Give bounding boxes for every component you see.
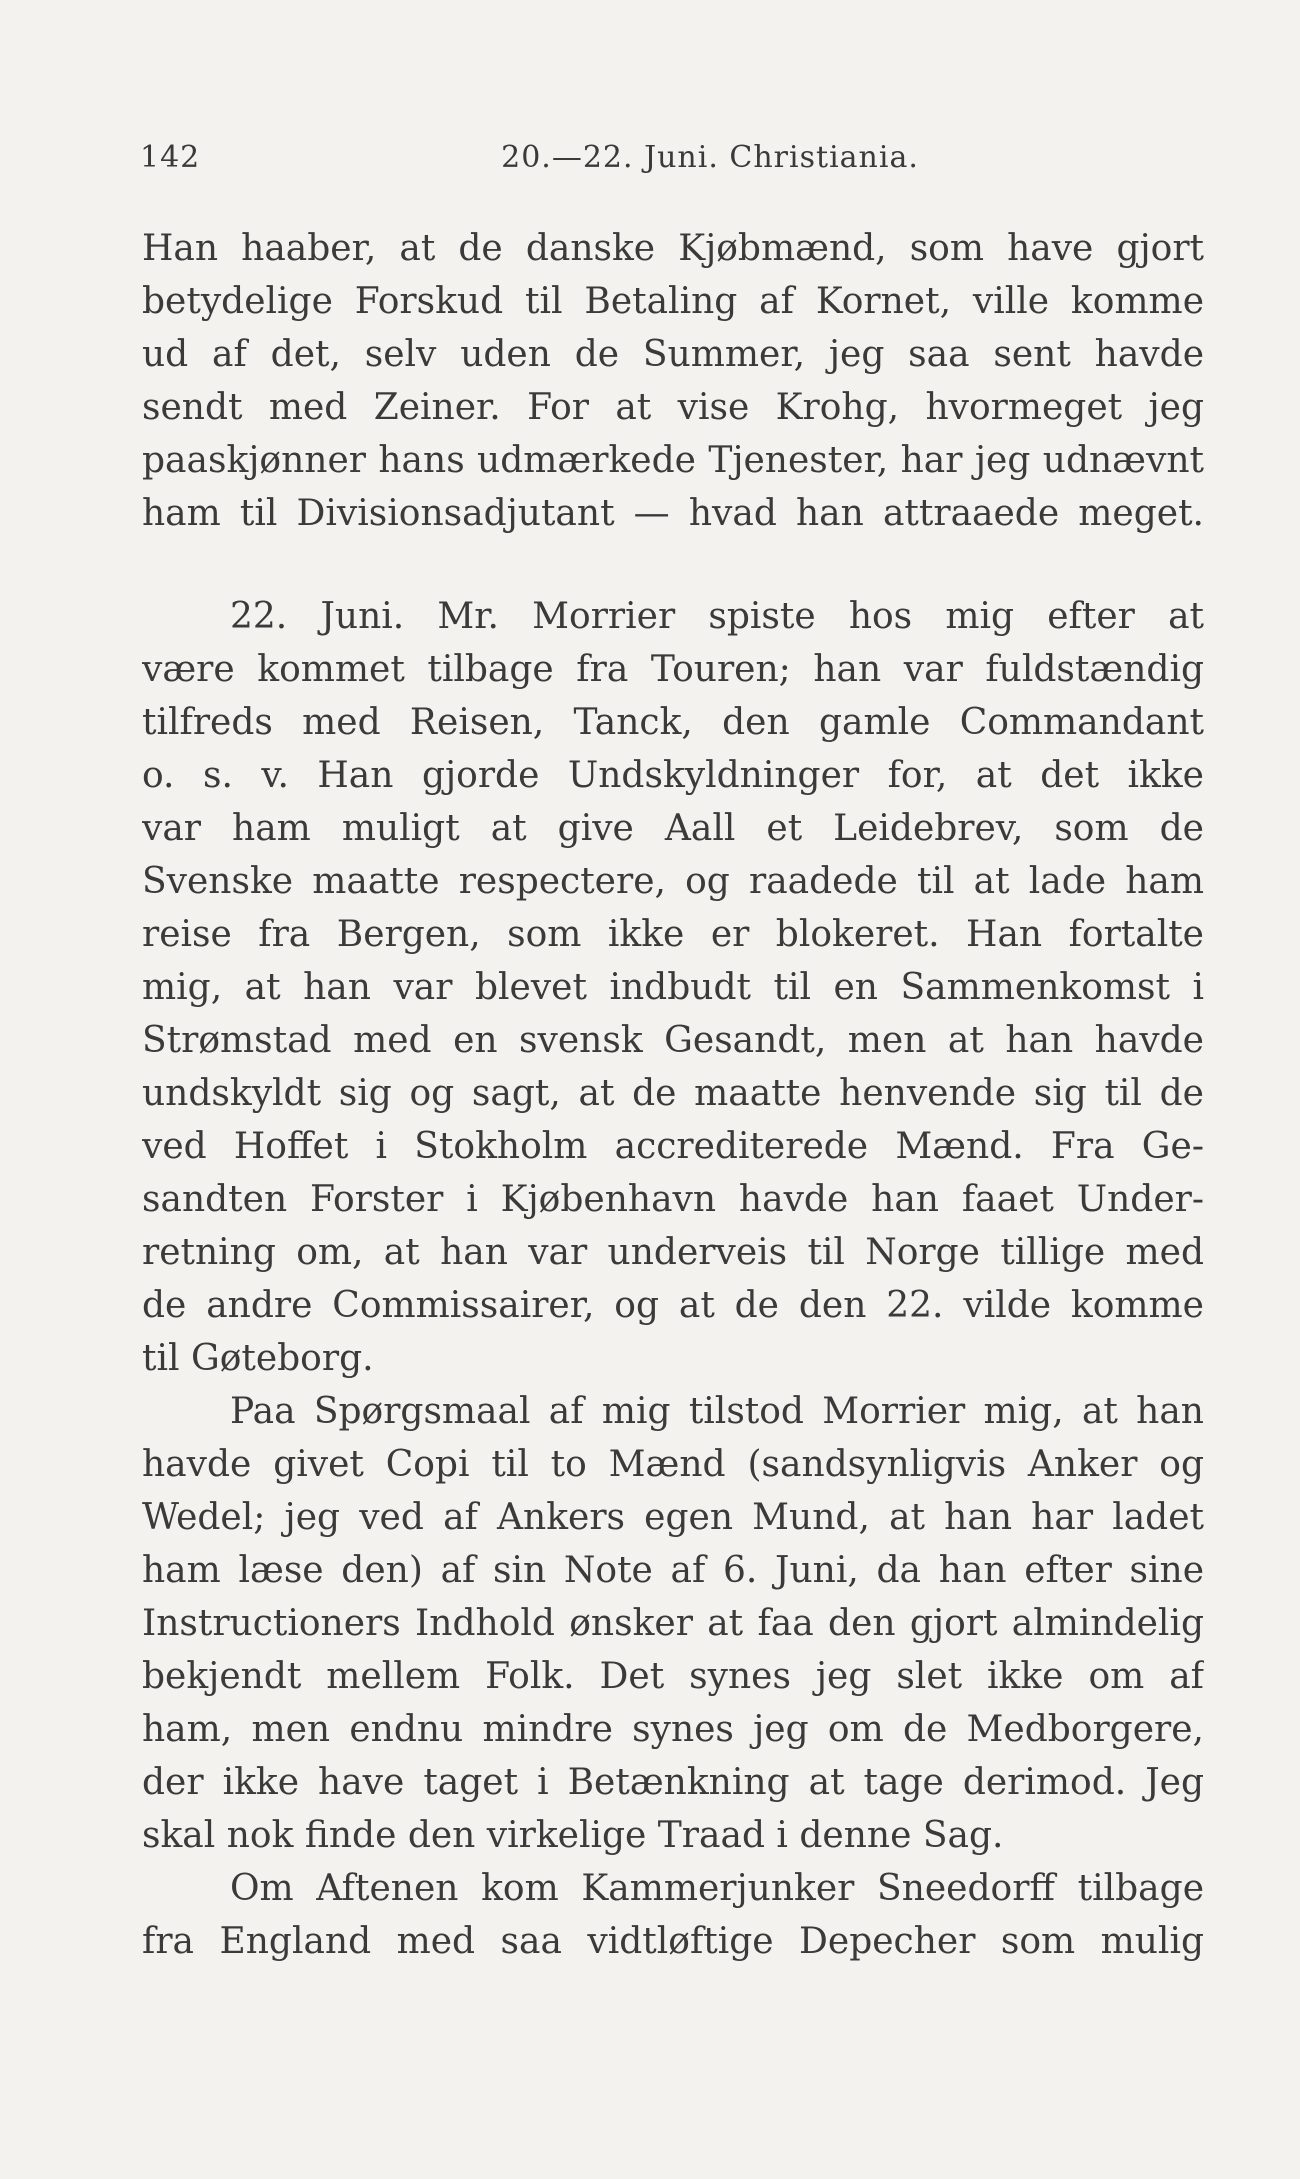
paragraph: [142, 590, 1204, 1385]
page-header: [140, 140, 1220, 180]
text-line: retning om, at han var underveis til Norge tillige med: [142, 1232, 1204, 1273]
text-line: de andre Commissairer, og at de den 22. vilde komme: [142, 1285, 1204, 1326]
text-line: være kommet tilbage fra Touren; han var fuldstændig: [142, 649, 1204, 690]
text-line: skal nok finde den virkelige Traad i denne Sag.: [142, 1815, 1004, 1856]
body-text: [142, 222, 1204, 1968]
text-line: o. s. v. Han gjorde Undskyldninger for, at det ikke: [142, 755, 1204, 796]
paragraph-gap: [142, 540, 1204, 590]
paragraph: [142, 1385, 1204, 1862]
text-line: Strømstad med en svensk Gesandt, men at han havde: [142, 1020, 1204, 1061]
text-line: sandten Forster i Kjøbenhavn havde han faaet Under-: [142, 1179, 1204, 1220]
text-line: Wedel; jeg ved af Ankers egen Mund, at han har ladet: [142, 1497, 1204, 1538]
text-line: sendt med Zeiner. For at vise Krohg, hvormeget jeg: [142, 387, 1204, 428]
paragraph: [142, 222, 1204, 540]
text-line: ham, men endnu mindre synes jeg om de Medborgere,: [142, 1709, 1204, 1750]
text-line: fra England med saa vidtløftige Depecher som mulig: [142, 1921, 1204, 1962]
text-line: 22. Juni. Mr. Morrier spiste hos mig efter at: [230, 596, 1204, 637]
text-line: ud af det, selv uden de Summer, jeg saa sent havde: [142, 334, 1204, 375]
text-line: reise fra Bergen, som ikke er blokeret. Han fortalte: [142, 914, 1204, 955]
text-line: undskyldt sig og sagt, at de maatte henvende sig til de: [142, 1073, 1204, 1114]
text-line: Om Aftenen kom Kammerjunker Sneedorff tilbage: [230, 1868, 1204, 1909]
text-line: mig, at han var blevet indbudt til en Sammenkomst i: [142, 967, 1204, 1008]
text-line: der ikke have taget i Betænkning at tage derimod. Jeg: [142, 1762, 1204, 1803]
text-line: ved Hoffet i Stokholm accrediterede Mænd. Fra Ge-: [142, 1126, 1204, 1167]
text-line: var ham muligt at give Aall et Leidebrev, som de: [142, 808, 1204, 849]
text-line: Instructioners Indhold ønsker at faa den gjort almindelig: [142, 1603, 1204, 1644]
text-line: ham læse den) af sin Note af 6. Juni, da han efter sine: [142, 1550, 1204, 1591]
text-line: bekjendt mellem Folk. Det synes jeg slet ikke om af: [142, 1656, 1204, 1697]
text-line: til Gøteborg.: [142, 1338, 374, 1379]
running-head: 20.—22. Juni. Christiania.: [501, 140, 919, 175]
text-line: Svenske maatte respectere, og raadede til at lade ham: [142, 861, 1204, 902]
text-line: tilfreds med Reisen, Tanck, den gamle Commandant: [142, 702, 1204, 743]
text-line: Paa Spørgsmaal af mig tilstod Morrier mig, at han: [230, 1391, 1204, 1432]
text-line: Han haaber, at de danske Kjøbmænd, som have gjort: [142, 228, 1204, 269]
page-number: 142: [140, 140, 201, 175]
text-line: havde givet Copi til to Mænd (sandsynligvis Anker og: [142, 1444, 1204, 1485]
paragraph: [142, 1862, 1204, 1968]
text-line: betydelige Forskud til Betaling af Kornet, ville komme: [142, 281, 1204, 322]
text-line: paaskjønner hans udmærkede Tjenester, har jeg udnævnt: [142, 440, 1204, 481]
text-line: ham til Divisionsadjutant — hvad han attraaede meget.: [142, 493, 1204, 534]
